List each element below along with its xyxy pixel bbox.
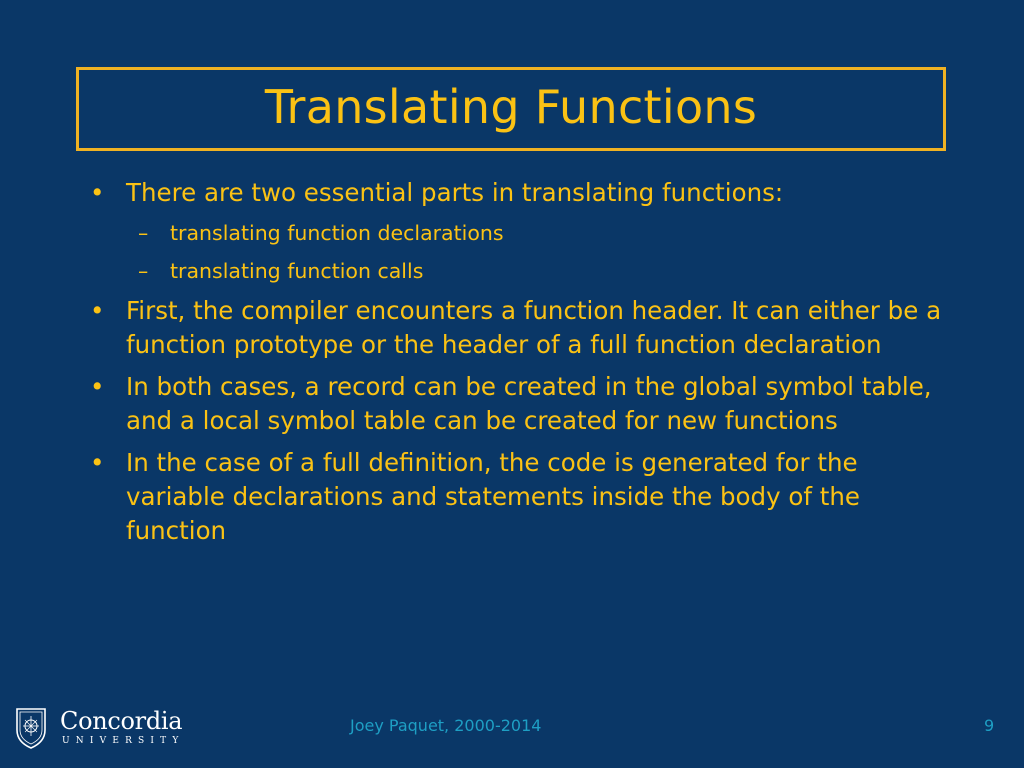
logo-name: Concordia <box>60 707 183 735</box>
sub-bullet-item <box>86 256 946 286</box>
bullet-icon: • <box>90 296 105 325</box>
bullet-item <box>86 294 946 362</box>
bullet-text: In the case of a full definition, the code is generated for the variable declarations and statements inside the body of the function <box>126 448 860 545</box>
slide-content <box>86 176 946 556</box>
bullet-icon: • <box>90 178 105 207</box>
sub-bullet-text: translating function declarations <box>170 221 504 245</box>
title-box <box>76 67 946 151</box>
concordia-seal-icon <box>14 706 48 750</box>
bullet-icon: • <box>90 372 105 401</box>
dash-icon: – <box>138 259 149 283</box>
slide-title: Translating Functions <box>264 80 758 134</box>
bullet-item <box>86 370 946 438</box>
concordia-logo <box>14 706 194 750</box>
sub-bullet-item <box>86 218 946 248</box>
bullet-text: There are two essential parts in translating functions: <box>126 178 784 207</box>
dash-icon: – <box>138 221 149 245</box>
sub-bullet-text: translating function calls <box>170 259 424 283</box>
bullet-item <box>86 176 946 210</box>
bullet-text: First, the compiler encounters a function header. It can either be a function prototype or the header of a full function declaration <box>126 296 942 359</box>
logo-subtitle: UNIVERSITY <box>62 736 185 746</box>
bullet-icon: • <box>90 448 105 477</box>
bullet-item <box>86 446 946 548</box>
page-number: 9 <box>984 716 995 735</box>
footer-text: Joey Paquet, 2000-2014 <box>350 716 542 735</box>
bullet-text: In both cases, a record can be created in the global symbol table, and a local symbol table can be created for new functions <box>126 372 932 435</box>
